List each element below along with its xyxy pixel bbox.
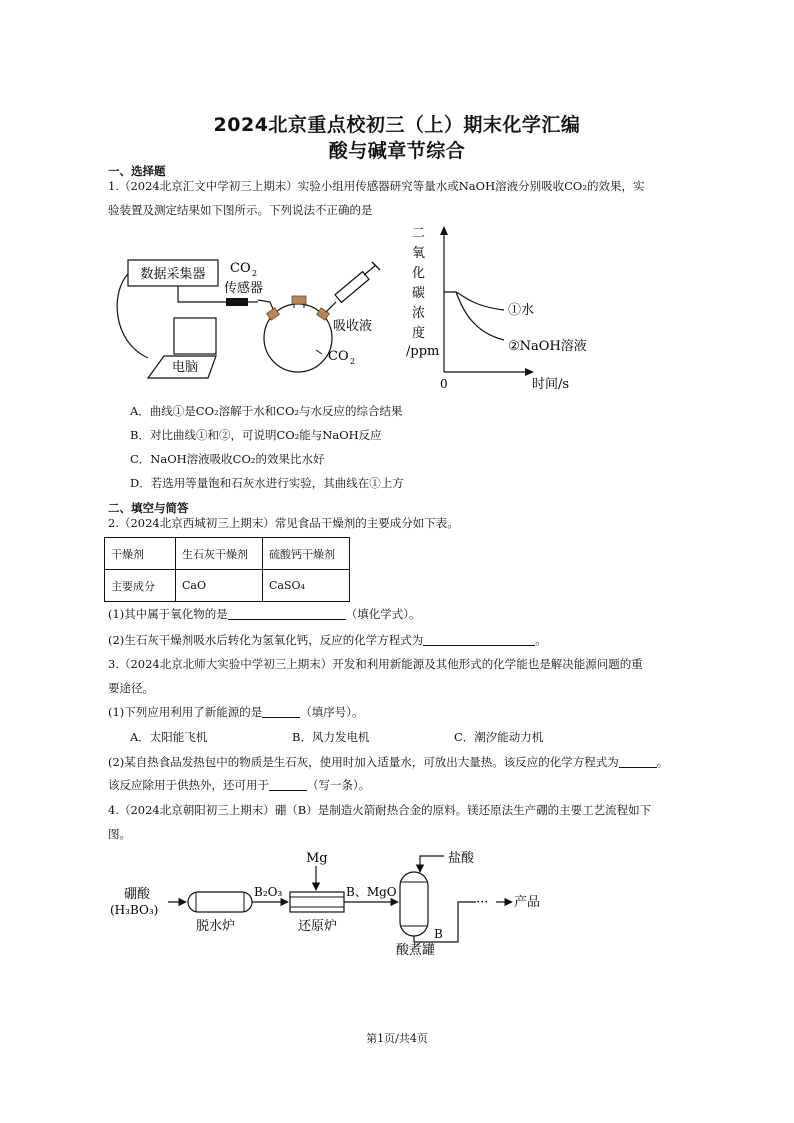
- svg-text:浓: 浓: [412, 306, 426, 321]
- answer-blank[interactable]: [619, 755, 657, 768]
- syringe-icon: [326, 262, 380, 312]
- q1-option-a: A．曲线①是CO₂溶解于水和CO₂与水反应的综合结果: [130, 404, 403, 418]
- svg-text:度: 度: [412, 326, 426, 341]
- sensor-co2-label: CO: [230, 261, 251, 276]
- svg-text:2: 2: [252, 269, 258, 278]
- q4-stem-line1: 4.（2024北京朝阳初三上期末）硼（B）是制造火箭耐热合金的原料。镁还原法生产硼的主要工艺流程如下: [108, 803, 652, 817]
- co2-concentration-graph: [400, 222, 610, 394]
- page-subtitle: 酸与碱章节综合: [328, 140, 466, 162]
- table-cell: CaO: [176, 570, 263, 602]
- reduction-furnace: [290, 892, 344, 912]
- curve-water-label: ①水: [508, 303, 535, 318]
- product-label: 产品: [514, 895, 541, 910]
- b-output-label: B: [434, 927, 443, 941]
- table-cell: 硫酸钙干燥剂: [263, 538, 350, 570]
- q3-stem-line1: 3.（2024北京北师大实验中学初三上期末）开发和利用新能源及其他形式的化学能也是解决能源问题的重: [108, 657, 643, 671]
- q3-sub1: (1)下列应用利用了新能源的是 （填序号）。: [108, 705, 364, 719]
- table-cell: 主要成分: [105, 570, 176, 602]
- boric-acid-formula: (H₃BO₃): [110, 903, 159, 917]
- section-heading-choice: 一、选择题: [108, 164, 166, 178]
- curve-water: [444, 292, 504, 310]
- q1-stem-line2: 验装置及测定结果如下图所示。下列说法不正确的是: [108, 203, 373, 217]
- q2-stem: 2.（2024北京西城初三上期末）常见食品干燥剂的主要成分如下表。: [108, 516, 459, 530]
- q4-stem-line2: 图。: [108, 827, 131, 841]
- q1-option-d: D．若选用等量饱和石灰水进行实验，其曲线在①上方: [130, 476, 404, 490]
- flow-dots: ···: [476, 895, 489, 910]
- graph-xlabel: 时间/s: [532, 377, 570, 392]
- computer-label: 电脑: [172, 360, 199, 375]
- flask-co2-label: CO: [328, 349, 349, 364]
- sensor-probe: [226, 298, 248, 306]
- dehydrator-furnace: [188, 892, 252, 912]
- answer-blank[interactable]: [269, 778, 307, 791]
- q3-option-c: C．潮汐能动力机: [454, 730, 544, 744]
- reducer-label: 还原炉: [298, 919, 338, 934]
- table-cell: 干燥剂: [105, 538, 176, 570]
- table-cell: 生石灰干燥剂: [176, 538, 263, 570]
- mg-label: Mg: [306, 851, 328, 866]
- q3-stem-line2: 要途径。: [108, 681, 154, 695]
- answer-blank[interactable]: [262, 705, 300, 718]
- sensor-label: 传感器: [224, 281, 264, 296]
- co2-absorption-apparatus: [108, 230, 398, 390]
- curve-naoh-label: ②NaOH溶液: [508, 339, 587, 354]
- svg-text:化: 化: [412, 266, 426, 281]
- svg-text:二: 二: [412, 226, 426, 241]
- table-cell: CaSO₄: [263, 570, 350, 602]
- svg-text:2: 2: [350, 357, 356, 366]
- boron-process-flow: [108, 842, 568, 962]
- q1-option-b: B．对比曲线①和②，可说明CO₂能与NaOH反应: [130, 428, 382, 442]
- page-title: 2024北京重点校初三（上）期末化学汇编: [213, 114, 581, 136]
- q3-sub3: 该反应除用于供热外，还可用于 （写一条）。: [108, 778, 371, 792]
- absorb-liquid-label: 吸收液: [333, 319, 373, 334]
- svg-text:碳: 碳: [412, 286, 426, 301]
- q1-stem-line1: 1.（2024北京汇文中学初三上期末）实验小组用传感器研究等量水或NaOH溶液分别吸收CO₂的效果，实: [108, 179, 645, 193]
- boric-acid-label: 硼酸: [124, 887, 151, 902]
- table-row: [105, 570, 350, 602]
- tank-label: 酸煮罐: [396, 943, 436, 958]
- q3-sub2: (2)某自热食品发热包中的物质是生石灰，使用时加入适量水，可放出大量热。该反应的化学方程式为 。: [108, 755, 669, 769]
- section-heading-fill: 二、填空与简答: [108, 501, 189, 515]
- collector-label: 数据采集器: [140, 267, 206, 282]
- hcl-label: 盐酸: [448, 851, 475, 866]
- page-number: 第1页/共4页: [366, 1032, 428, 1045]
- q3-option-a: A．太阳能飞机: [130, 730, 208, 744]
- q2-sub2: (2)生石灰干燥剂吸水后转化为氢氧化钙，反应的化学方程式为 。: [108, 633, 547, 647]
- b2o3-label: B₂O₃: [254, 885, 283, 899]
- graph-unit: /ppm: [406, 344, 440, 359]
- q2-sub1: (1)其中属于氧化物的是 （填化学式）。: [108, 607, 421, 621]
- b-mgo-label: B、MgO: [346, 885, 397, 899]
- answer-blank[interactable]: [228, 607, 346, 620]
- table-row: [105, 538, 350, 570]
- q1-option-c: C．NaOH溶液吸收CO₂的效果比水好: [130, 452, 325, 466]
- desiccant-table: [104, 537, 350, 602]
- curve-naoh: [456, 292, 504, 340]
- answer-blank[interactable]: [423, 633, 535, 646]
- svg-text:氧: 氧: [412, 246, 426, 261]
- graph-origin: 0: [440, 377, 448, 391]
- q3-option-b: B．风力发电机: [292, 730, 370, 744]
- dehydrator-label: 脱水炉: [196, 919, 236, 934]
